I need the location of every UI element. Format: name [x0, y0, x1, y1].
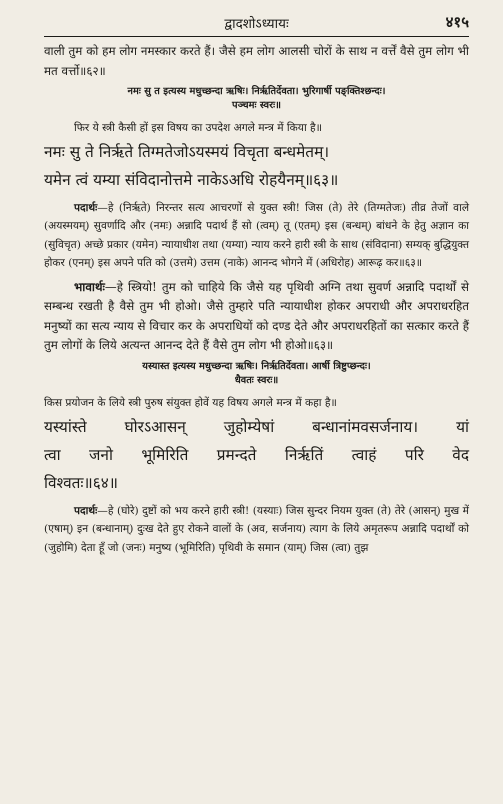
mantra63-bhavartha: [44, 278, 469, 356]
mantra64-padartha: [44, 502, 469, 558]
padartha-label: पदार्थः: [74, 201, 98, 214]
bhavartha-text: —हे स्त्रियो! तुम को चाहिये कि जैसे यह पृथिवी अग्नि तथा सुवर्ण अन्नादि पदार्थों से सम्बन्ध रखती है वैसे तुम भी होओ। जैसे तुम्हारे पति न्यायाधीश होकर अपराधी और अपराधरहित मनुष्यों का सत्य न्याय से विचार कर के अपराधियों को दण्ड देते और अपराधरहितों का सत्कार करते हैं तुम लोगों के लिये अत्यन्त आनन्द देते हैं वैसे तुम लोग भी होओ॥६३॥: [44, 279, 469, 353]
mantra63-line-1: नमः सु ते निर्ऋते तिग्मतेजोऽयस्मयं विचृता बन्धमेतम्।: [44, 142, 330, 161]
page-header: [44, 0, 469, 36]
mantra63-padartha: [44, 199, 469, 273]
mantra64-intro: किस प्रयोजन के लिये स्त्री पुरुष संयुक्त होवें यह विषय अगले मन्त्र में कहा है॥: [44, 396, 337, 409]
header-rule: [44, 36, 469, 37]
padartha-text: —हे (घोरे) दुष्टों को भय करने हारी स्त्री! (यस्याः) जिस सुन्दर नियम युक्त (ते) तेरे (आसन्) मुख में (एषाम्) इन (बन्धानाम्) दुःख देते हुए रोकने वालों के (अव, सर्जनाय) त्याग के लिये अमृतरूप अन्नादि पदार्थों को (जुहोमि) देता हूँ जो (जनः) मनुष्य (भूमिरिति) पृथिवी के समान (याम्) जिस (त्वा) तुझ: [44, 504, 469, 554]
mantra64-line-2: त्वा जनो भूमिरिति प्रमन्दते निर्ऋतिं त्वाहं परि वेद: [44, 445, 469, 464]
running-title: द्वादशोऽध्यायः: [224, 16, 289, 32]
mantra64-line-3: विश्वतः॥६४॥: [44, 473, 118, 492]
mantra63-rishi-line: नमः सु त इत्यस्य मधुच्छन्दा ऋषिः। निर्ऋतिर्देवता। भुरिगार्षी पङ्क्तिश्छन्दः।: [127, 86, 386, 97]
mantra64-rishi-line: यस्यास्त इत्यस्य मधुच्छन्दा ऋषिः। निर्ऋतिर्देवता। आर्षी त्रिष्टुप्छन्दः।: [142, 360, 371, 372]
mantra63-line-2: यमेन त्वं यम्या संविदानोत्तमे नाकेऽअधि रोहयैनम्॥६३॥: [44, 170, 339, 189]
mantra63-intro: फिर ये स्त्री कैसी हों इस विषय का उपदेश अगले मन्त्र में किया है॥: [74, 122, 323, 134]
mantra63-svara-line: पञ्चमः स्वरः॥: [232, 100, 281, 111]
padartha-text: —हे (निर्ऋते) निरन्तर सत्य आचरणों से युक्त स्त्री! जिस (ते) तेरे (तिग्मतेजः) तीव्र तेजों वाले (अयस्मयम्) सुवर्णादि और (नमः) अन्नादि पदार्थ हैं सो (त्वम्) तू (एतम्) इस (बन्धम्) बांधने के हेतु अज्ञान का (सुविचृत) अच्छे प्रकार (यमेन) न्यायाधीश तथा (यम्या) न्याय करने हारी स्त्री के साथ (संविदाना) सम्यक् बुद्धियुक्त होकर (एनम्) इस अपने पति को (उत्तमे) उत्तम (नाके) आनन्द भोगने में (अधिरोह) आरूढ़ कर॥६३॥: [44, 201, 469, 270]
mantra64-svara-line: धैवतः स्वरः॥: [234, 374, 279, 386]
padartha-label: पदार्थः: [74, 504, 98, 517]
bhavartha-label: भावार्थः: [74, 279, 105, 294]
continued-text: वाली तुम को हम लोग नमस्कार करते हैं। जैसे हम लोग आलसी चोरों के साथ न वर्त्तें वैसे तुम लोग भी मत वर्त्तो॥६२॥: [44, 44, 469, 78]
mantra64-line-1: यस्यांस्ते घोरऽआसन् जुहोम्येषां बन्धानांमवसर्जनाय। यां: [44, 417, 469, 436]
page-number: ४१५: [445, 13, 469, 31]
